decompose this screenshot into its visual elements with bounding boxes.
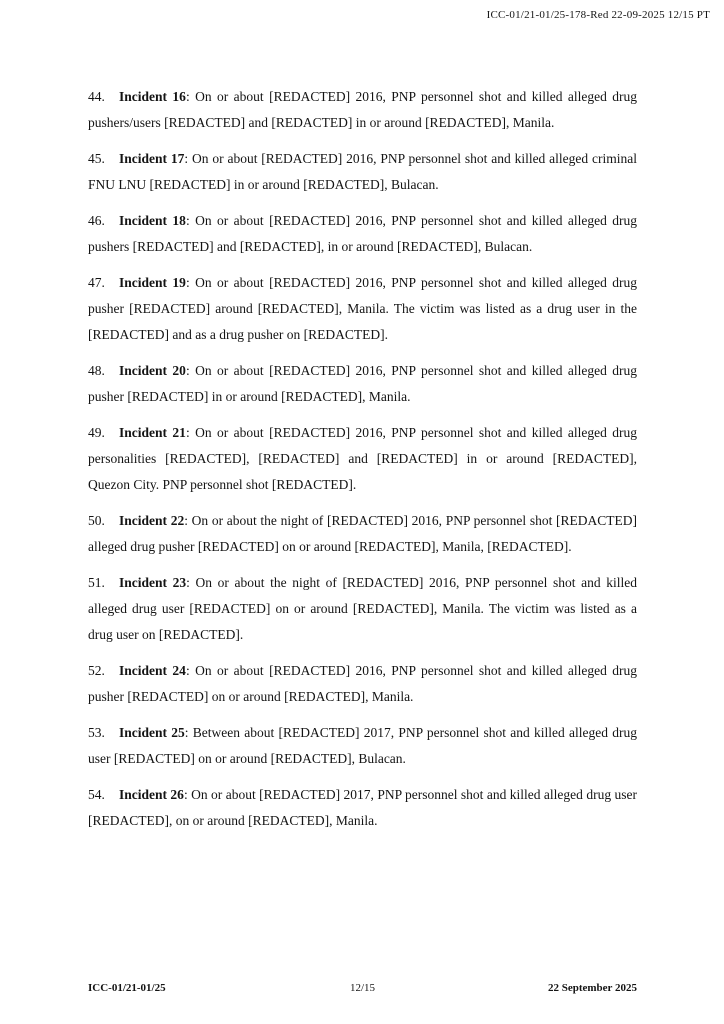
- incident-label: Incident 25: [119, 725, 185, 740]
- incident-paragraph: [88, 570, 637, 648]
- incident-label: Incident 24: [119, 663, 186, 678]
- paragraph-text: : On or about the night of [REDACTED] 2016, PNP personnel shot and killed alleged drug user [REDACTED] on or around [REDACTED], Manila. The victim was listed as a drug user on [REDACTED].: [88, 575, 637, 642]
- paragraph-number: 45.: [88, 151, 105, 166]
- paragraph-number: 54.: [88, 787, 105, 802]
- document-body: [88, 84, 637, 844]
- incident-label: Incident 23: [119, 575, 187, 590]
- incident-label: Incident 18: [119, 213, 186, 228]
- incident-paragraph: [88, 508, 637, 560]
- incident-label: Incident 19: [119, 275, 186, 290]
- incident-paragraph: [88, 208, 637, 260]
- paragraph-text: : On or about the night of [REDACTED] 2016, PNP personnel shot [REDACTED] alleged drug pusher [REDACTED] on or around [REDACTED], Manila, [REDACTED].: [88, 513, 637, 554]
- incident-label: Incident 16: [119, 89, 186, 104]
- paragraph-text: : On or about [REDACTED] 2016, PNP personnel shot and killed alleged drug pusher [REDACTED] in or around [REDACTED], Manila.: [88, 363, 638, 404]
- paragraph-number: 46.: [88, 213, 105, 228]
- paragraph-number: 53.: [88, 725, 105, 740]
- paragraph-number: 50.: [88, 513, 105, 528]
- paragraph-number: 51.: [88, 575, 105, 590]
- incident-label: Incident 17: [119, 151, 185, 166]
- incident-paragraph: [88, 782, 637, 834]
- incident-paragraph: [88, 658, 637, 710]
- paragraph-number: 47.: [88, 275, 105, 290]
- paragraph-text: : On or about [REDACTED] 2016, PNP personnel shot and killed alleged drug pusher [REDACTED] around [REDACTED], Manila. The victim was listed as a drug user in the [REDACTED] and as a drug pusher on [REDACTED].: [88, 275, 638, 342]
- paragraph-text: : On or about [REDACTED] 2016, PNP personnel shot and killed alleged criminal FNU LNU [REDACTED] in or around [REDACTED], Bulacan.: [88, 151, 637, 192]
- paragraph-text: : Between about [REDACTED] 2017, PNP personnel shot and killed alleged drug user [REDACTED] on or around [REDACTED], Bulacan.: [88, 725, 637, 766]
- paragraph-number: 52.: [88, 663, 105, 678]
- incident-label: Incident 21: [119, 425, 186, 440]
- paragraph-number: 49.: [88, 425, 105, 440]
- incident-paragraph: [88, 720, 637, 772]
- page-footer: [88, 981, 637, 995]
- footer-date: 22 September 2025: [547, 982, 637, 994]
- paragraph-text: : On or about [REDACTED] 2016, PNP personnel shot and killed alleged drug personalities [REDACTED], [REDACTED] and [REDACTED] in or around [REDACTED], Quezon City. PNP personnel shot [REDACTED].: [88, 425, 638, 492]
- paragraph-text: : On or about [REDACTED] 2016, PNP personnel shot and killed alleged drug pushers/users [REDACTED] and [REDACTED] in or around [REDACTED], Manila.: [88, 89, 638, 130]
- paragraph-text: : On or about [REDACTED] 2016, PNP personnel shot and killed alleged drug pushers [REDACTED] and [REDACTED], in or around [REDACTED], Bulacan.: [88, 213, 638, 254]
- incident-paragraph: [88, 420, 637, 498]
- incident-label: Incident 20: [119, 363, 186, 378]
- paragraph-text: : On or about [REDACTED] 2016, PNP personnel shot and killed alleged drug pusher [REDACTED] on or around [REDACTED], Manila.: [88, 663, 638, 704]
- paragraph-number: 48.: [88, 363, 105, 378]
- incident-paragraph: [88, 146, 637, 198]
- paragraph-number: 44.: [88, 89, 105, 104]
- footer-page-indicator: 12/15: [349, 982, 376, 994]
- incident-paragraph: [88, 84, 637, 136]
- paragraph-text: : On or about [REDACTED] 2017, PNP personnel shot and killed alleged drug user [REDACTED], on or around [REDACTED], Manila.: [88, 787, 637, 828]
- incident-paragraph: [88, 270, 637, 348]
- incident-label: Incident 22: [119, 513, 185, 528]
- footer-case-number: ICC-01/21-01/25: [88, 982, 166, 994]
- incident-paragraph: [88, 358, 637, 410]
- incident-label: Incident 26: [119, 787, 184, 802]
- header-stamp: ICC-01/21-01/25-178-Red 22-09-2025 12/15 PT: [486, 9, 710, 21]
